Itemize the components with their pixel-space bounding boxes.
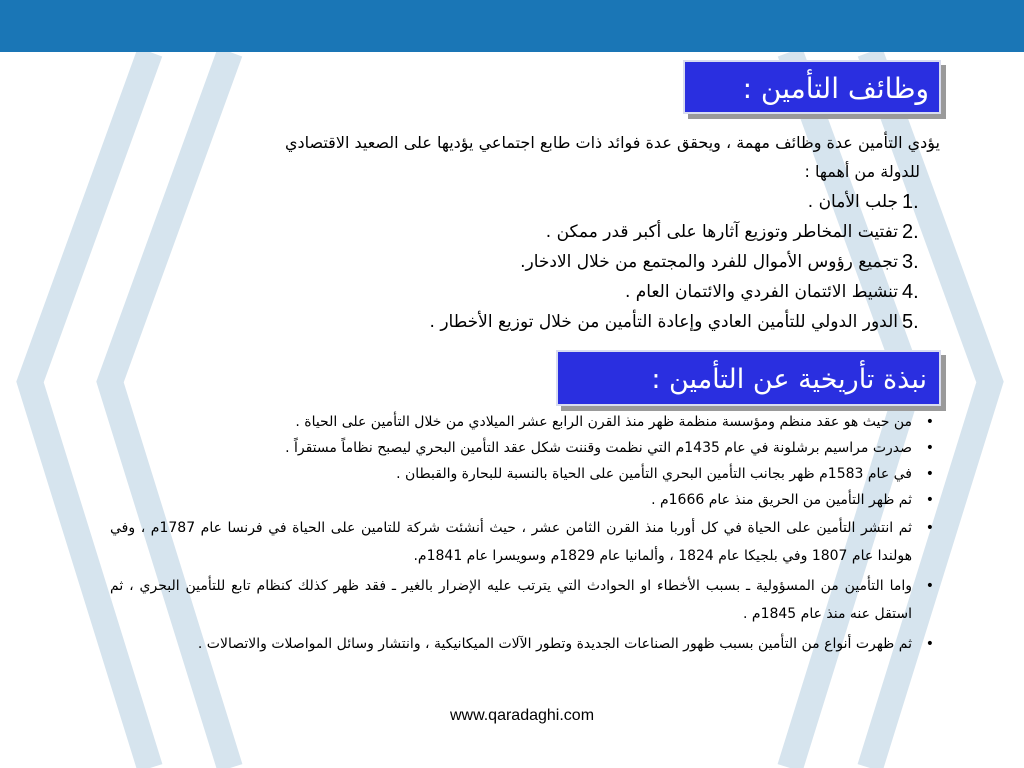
functions-list bbox=[320, 187, 940, 337]
list-item bbox=[320, 277, 940, 307]
list-item-text: جلب الأمان . bbox=[807, 192, 898, 212]
bullet-item bbox=[110, 630, 940, 658]
intro-paragraph bbox=[110, 128, 940, 186]
bullet-text: ثم ظهر التأمين من الحريق منذ عام 1666م . bbox=[651, 492, 912, 508]
bullet-item bbox=[110, 488, 940, 512]
list-number: 3. bbox=[902, 251, 919, 273]
list-item-text: الدور الدولي للتأمين العادي وإعادة التأمين من خلال توزيع الأخطار . bbox=[429, 312, 898, 332]
bullet-icon: • bbox=[925, 466, 934, 482]
bullet-icon: • bbox=[925, 414, 934, 430]
list-item-text: تجميع رؤوس الأموال للفرد والمجتمع من خلال الادخار. bbox=[520, 252, 898, 272]
bullet-icon: • bbox=[925, 636, 934, 652]
list-item bbox=[320, 307, 940, 337]
history-heading: نبذة تأريخية عن التأمين : bbox=[556, 350, 941, 406]
functions-heading: وظائف التأمين : bbox=[683, 60, 941, 114]
list-item-text: تنشيط الائتمان الفردي والائتمان العام . bbox=[624, 282, 898, 302]
list-number: 1. bbox=[902, 191, 919, 213]
bullet-item bbox=[110, 572, 940, 628]
intro-line-2: للدولة من أهمها : bbox=[804, 162, 920, 181]
bullet-icon: • bbox=[925, 520, 934, 536]
list-item bbox=[320, 247, 940, 277]
bullet-icon: • bbox=[925, 578, 934, 594]
bullet-text: من حيث هو عقد منظم ومؤسسة منظمة ظهر منذ القرن الرابع عشر الميلادي من خلال التأمين على الحياة . bbox=[295, 414, 912, 430]
list-number: 2. bbox=[902, 221, 919, 243]
bullet-text: واما التأمين من المسؤولية ـ بسبب الأخطاء او الحوادث التي يترتب عليه الإضرار بالغير ـ فقد ظهر كذلك كنظام تابع للتأمين البحري ، ثم استقل عنه منذ عام 1845م . bbox=[110, 578, 912, 622]
bullet-icon: • bbox=[925, 440, 934, 456]
bullet-text: ثم ظهرت أنواع من التأمين بسبب ظهور الصناعات الجديدة وتطور الآلات الميكانيكية ، وانتشار وسائل المواصلات والاتصالات . bbox=[197, 636, 912, 652]
footer-website-link[interactable]: www.qaradaghi.com bbox=[449, 707, 595, 724]
bullet-item bbox=[110, 462, 940, 486]
intro-line-1: يؤدي التأمين عدة وظائف مهمة ، ويحقق عدة فوائد ذات طابع اجتماعي يؤديها على الصعيد الاقتصادي bbox=[284, 133, 940, 152]
history-bullet-list bbox=[110, 410, 940, 660]
list-item bbox=[320, 217, 940, 247]
top-color-bar bbox=[0, 0, 1024, 52]
bullet-item bbox=[110, 436, 940, 460]
bullet-text: صدرت مراسيم برشلونة في عام 1435م التي نظمت وقننت شكل عقد التأمين البحري ليصبح نظاماً مستقراً . bbox=[285, 440, 912, 456]
list-number: 4. bbox=[902, 281, 919, 303]
bullet-icon: • bbox=[925, 492, 934, 508]
list-item-text: تفتيت المخاطر وتوزيع آثارها على أكبر قدر ممكن . bbox=[545, 222, 898, 242]
list-number: 5. bbox=[902, 311, 919, 333]
bullet-item bbox=[110, 514, 940, 570]
bullet-text: ثم انتشر التأمين على الحياة في كل أوربا منذ القرن الثامن عشر ، حيث أنشئت شركة للتامين على الحياة في فرنسا عام 1787م ، وفي هولندا عام 1807 وفي بلجيكا عام 1824 ، وألمانيا عام 1829م وسويسرا عام 1841م. bbox=[110, 520, 912, 564]
bullet-item bbox=[110, 410, 940, 434]
list-item bbox=[320, 187, 940, 217]
bullet-text: في عام 1583م ظهر بجانب التأمين البحري التأمين على الحياة بالنسبة للبحارة والقبطان . bbox=[396, 466, 912, 482]
